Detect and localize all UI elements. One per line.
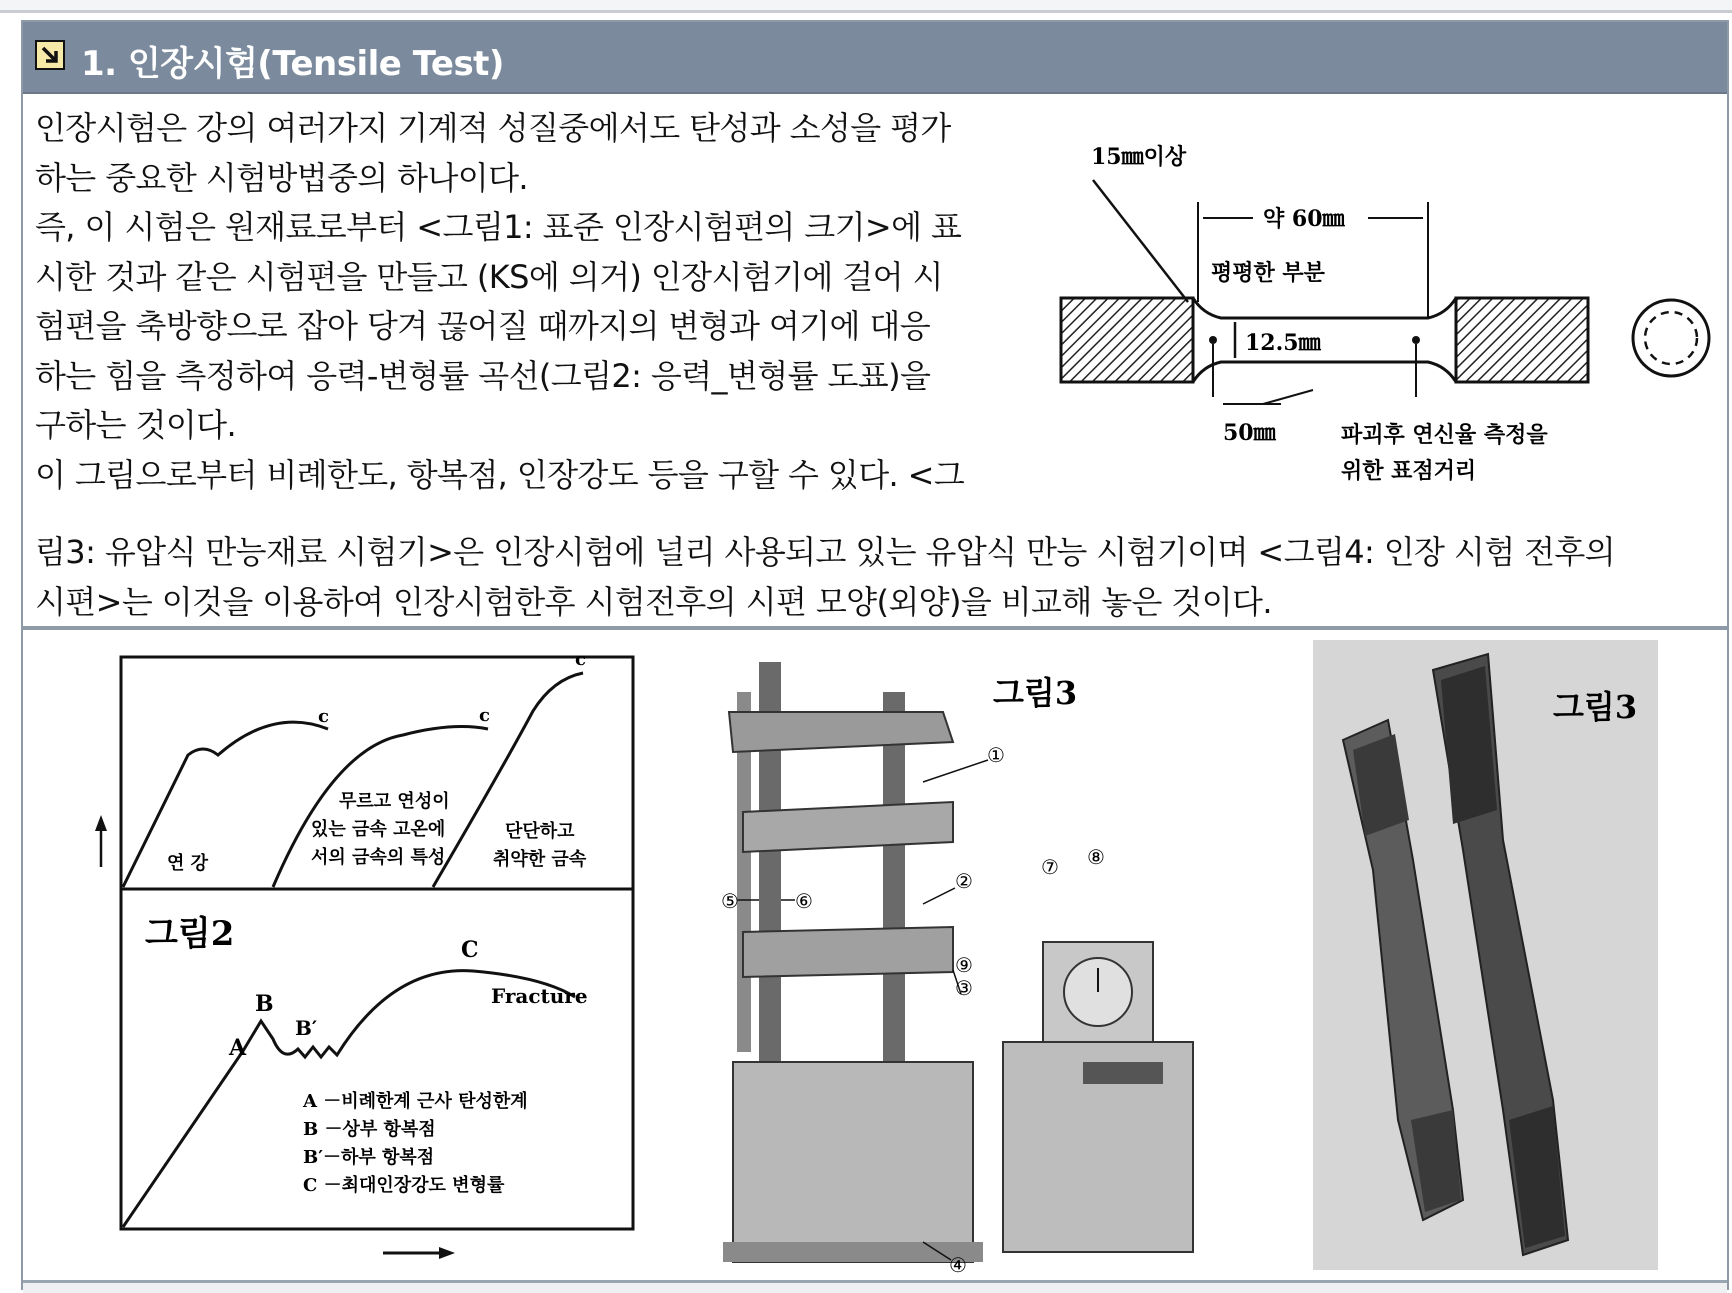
curve1-label: 연 강	[167, 853, 209, 874]
legend-b: B －상부 항복점	[303, 1119, 436, 1140]
legend-c: C －최대인장강도 변형률	[303, 1175, 505, 1196]
curve3-label-1: 단단하고	[505, 821, 575, 842]
figure1-label-note1: 파괴후 연신율 측정을	[1341, 422, 1548, 448]
callout-4: ④	[949, 1253, 967, 1277]
text-line: 하는 힘을 측정하여 응력-변형률 곡선(그림2: 응력_변형률 도표)을	[35, 356, 931, 395]
text-line: 인장시험은 강의 여러가지 기계적 성질중에서도 탄성과 소성을 평가	[35, 109, 951, 147]
curve2-label-3: 서의 금속의 특성	[311, 847, 446, 868]
curve3-label-2: 취약한 금속	[493, 849, 587, 870]
text-line: 하는 중요한 시험방법중의 하나이다.	[35, 158, 528, 197]
text-line: 시한 것과 같은 시험편을 만들고 (KS에 의거) 인장시험기에 걸어 시	[35, 257, 943, 296]
curve-mild-steel	[123, 722, 328, 887]
text-line: 이 그림으로부터 비례한도, 항복점, 인장강도 등을 구할 수 있다. <그	[35, 455, 965, 494]
label-fracture: Fracture	[491, 984, 588, 1008]
figure4-title: 그림3	[1553, 688, 1638, 726]
figure1-label-gauge: 50㎜	[1223, 420, 1276, 446]
label-b: B	[255, 991, 274, 1017]
specimen-right-grip	[1456, 298, 1588, 382]
label-c: c	[575, 649, 586, 670]
callout-2: ②	[955, 869, 973, 893]
content-panel	[21, 20, 1729, 1290]
figure1-label-note2: 위한 표점거리	[1341, 458, 1477, 484]
bottom-separator	[23, 1280, 1727, 1293]
figure2-title: 그림2	[145, 914, 235, 954]
label-a: A	[229, 1035, 247, 1061]
figure1-specimen-diagram	[1023, 122, 1723, 522]
callout-6: ⑥	[795, 889, 813, 913]
top-separator	[0, 0, 1732, 13]
figure3-title: 그림3	[993, 674, 1078, 712]
callout-7: ⑦	[1041, 855, 1059, 879]
callout-1: ①	[987, 743, 1005, 767]
figure1-label-flat: 평평한 부분	[1211, 260, 1325, 286]
section-title: 1. 인장시험(Tensile Test)	[81, 44, 504, 84]
figure2-stress-strain-diagram	[93, 647, 683, 1267]
section-header	[23, 22, 1727, 94]
callout-3: ③	[955, 976, 973, 1000]
intro-text-continued	[35, 528, 1715, 627]
text-line: 시편>는 이것을 이용하여 인장시험한후 시험전후의 시편 모양(외양)을 비교해 놓은 것이다.	[35, 582, 1272, 621]
figure1-label-diameter: 12.5㎜	[1245, 330, 1321, 356]
curve2-label-1: 무르고 연성이	[339, 791, 450, 812]
specimen-left-grip	[1061, 298, 1193, 382]
section-divider	[23, 626, 1727, 630]
callout-5: ⑤	[721, 889, 739, 913]
legend-a: A －비례한계 근사 탄성한계	[303, 1091, 528, 1112]
figure1-label-length: 약 60㎜	[1263, 206, 1345, 232]
legend-b-prime: B′－하부 항복점	[303, 1147, 435, 1168]
specimen-cross-section	[1633, 300, 1709, 376]
label-c: c	[318, 706, 329, 727]
text-line: 림3: 유압식 만능재료 시험기>은 인장시험에 널리 사용되고 있는 유압식 만능 시험기이며 <그림4: 인장 시험 전후의	[35, 533, 1616, 571]
text-line: 험편을 축방향으로 잡아 당겨 끊어질 때까지의 변형과 여기에 대응	[35, 307, 931, 345]
label-c-major: C	[461, 937, 479, 963]
figure3-testing-machine	[721, 652, 1223, 1277]
text-line: 구하는 것이다.	[35, 406, 237, 444]
text-line: 즉, 이 시험은 원재료로부터 <그림1: 표준 인장시험편의 크기>에 표	[35, 208, 962, 246]
callout-8: ⑧	[1087, 845, 1105, 869]
figure1-label-min: 15㎜이상	[1091, 144, 1187, 170]
label-c: c	[479, 705, 490, 726]
intro-text	[35, 104, 1035, 500]
figure4-specimen-photo	[1313, 640, 1658, 1270]
curve2-label-2: 있는 금속 고온에	[311, 819, 446, 840]
arrow-down-right-icon	[35, 40, 65, 70]
label-b-prime: B′	[295, 1016, 318, 1040]
callout-9: ⑨	[955, 953, 973, 977]
